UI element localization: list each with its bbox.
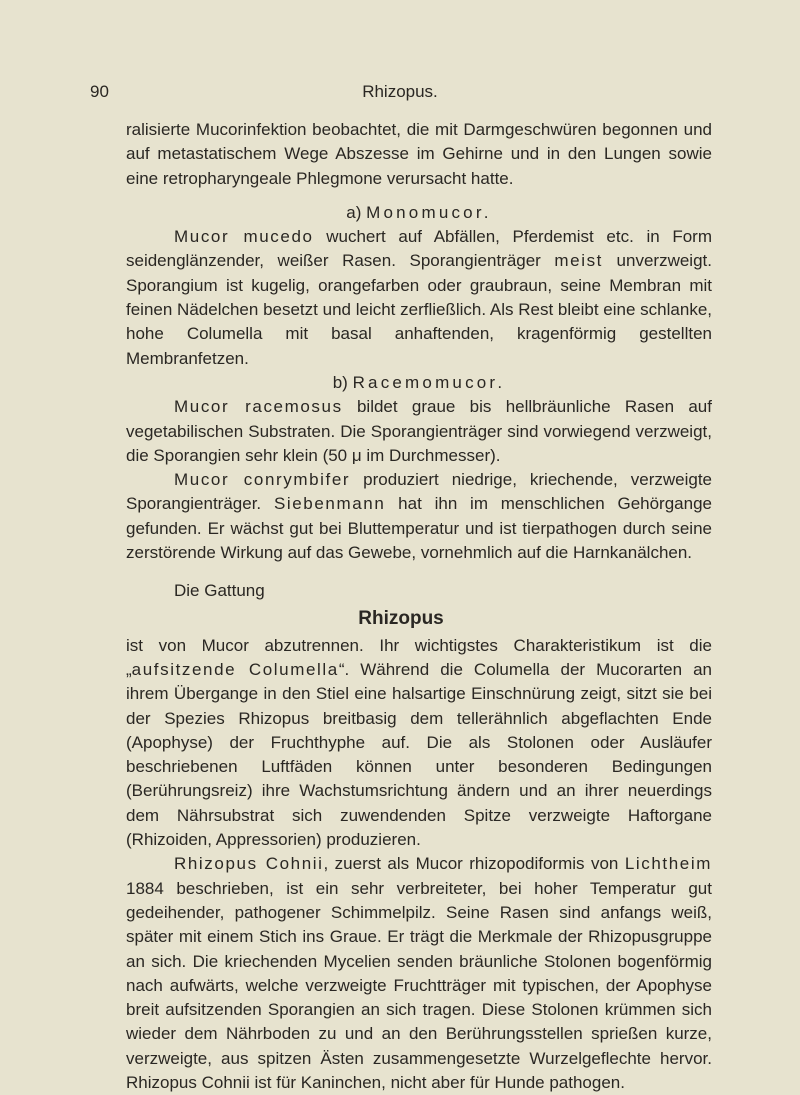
paragraph-mucor-racemosus: Mucor racemosus bildet graue bis hellbräunliche Rasen auf vegetabilischen Substraten. Die Sporangienträger sind vorwiegend verzweigt, die Sporangien sehr klein (50 μ im Durchmesser). (126, 397, 712, 465)
species-name: Mucor conrymbifer (174, 470, 351, 490)
running-title: Rhizopus. (362, 82, 438, 101)
author-name: Lichtheim (624, 854, 712, 874)
body-text (126, 118, 712, 1095)
page-header (0, 82, 800, 108)
heading-monomucor: a) Monomucor. (346, 202, 492, 222)
genus-title: Rhizopus (358, 607, 444, 629)
paragraph-rhizopus: ist von Mucor abzutrennen. Ihr wichtigstes Charakteristikum ist die „aufsitzende Columella“. Während die Columella der Mucorarten an ihrem Übergange in den Stiel eine halsartige Einschnürung zeigt, sitzt sie bei der Spezies Rhizopus breitbasig dem tellerähnlich abgeflachten Ende (Apophyse) der Fruchthyphe auf. Die als Stolonen oder Ausläufer beschriebenen Luftfäden können unter besonderen Bedingungen (Berührungsreiz) ihre Wachstumsrichtung ändern und an ihrer neuerdings dem Nährsubstrat sich zuwendenden Spitze verzweigte Haftorgane (Rhizoiden, Appressorien) produzieren. (126, 635, 712, 850)
heading-racemomucor: b) Racemomucor. (332, 372, 506, 392)
page-number: 90 (90, 82, 109, 101)
paragraph-mucor-mucedo: Mucor mucedo wuchert auf Abfällen, Pferdemist etc. in Form seidenglänzender, weißer Rasen. Sporangienträger meist unverzweigt. Sporangium ist kugelig, orangefarben oder graubraun, seine Membran mit feinen Nädelchen besetzt und leicht zerfließlich. Als Rest bleibt eine schlanke, hohe Columella mit basal anhaftenden, kragenförmig gestellten Membranfetzen. (126, 227, 712, 368)
author-name: Siebenmann (273, 494, 386, 514)
paragraph-intro: ralisierte Mucorinfektion beobachtet, die mit Darmgeschwüren begonnen und auf metastatischem Wege Abszesse im Gehirne und in den Lungen sowie eine retropharyngeale Phlegmone verursacht hatte. (126, 120, 712, 188)
species-name: Mucor racemosus (174, 397, 343, 417)
paragraph-rhizopus-cohnii: Rhizopus Cohnii, zuerst als Mucor rhizopodiformis von Lichtheim 1884 beschrieben, ist ein sehr verbreiteter, bei hoher Temperatur gut gedeihender, pathogener Schimmelpilz. Seine Rasen sind anfangs weiß, später mit einem Stich ins Graue. Er trägt die Merkmale der Rhizopusgruppe an sich. Die kriechenden Mycelien senden bräunliche Stolonen bogenförmig nach aufwärts, welche verzweigte Fruchtträger mit typischen, der Apophyse breit aufsitzenden Sporangien an sich tragen. Diese Stolonen krümmen sich wieder dem Nährboden zu und an den Berührungsstellen sprießen kurze, verzweigte, aus spitzen Ästen zusammengesetzte Wurzelgeflechte hervor. Rhizopus Cohnii ist für Kaninchen, nicht aber für Hunde pathogen. (126, 854, 712, 1092)
species-name: Mucor mucedo (174, 227, 314, 247)
paragraph-mucor-conrymbifer: Mucor conrymbifer produziert niedrige, kriechende, verzweigte Sporangienträger. Siebenmann hat ihn im menschlichen Gehörgange gefunden. Er wächst gut bei Bluttemperatur und ist tierpathogen durch seine zerstörende Wirkung auf das Gewebe, vornehmlich auf die Harnkanälchen. (126, 470, 712, 563)
gattung-label: Die Gattung (174, 581, 265, 601)
species-name: Rhizopus Cohnii (174, 854, 324, 874)
